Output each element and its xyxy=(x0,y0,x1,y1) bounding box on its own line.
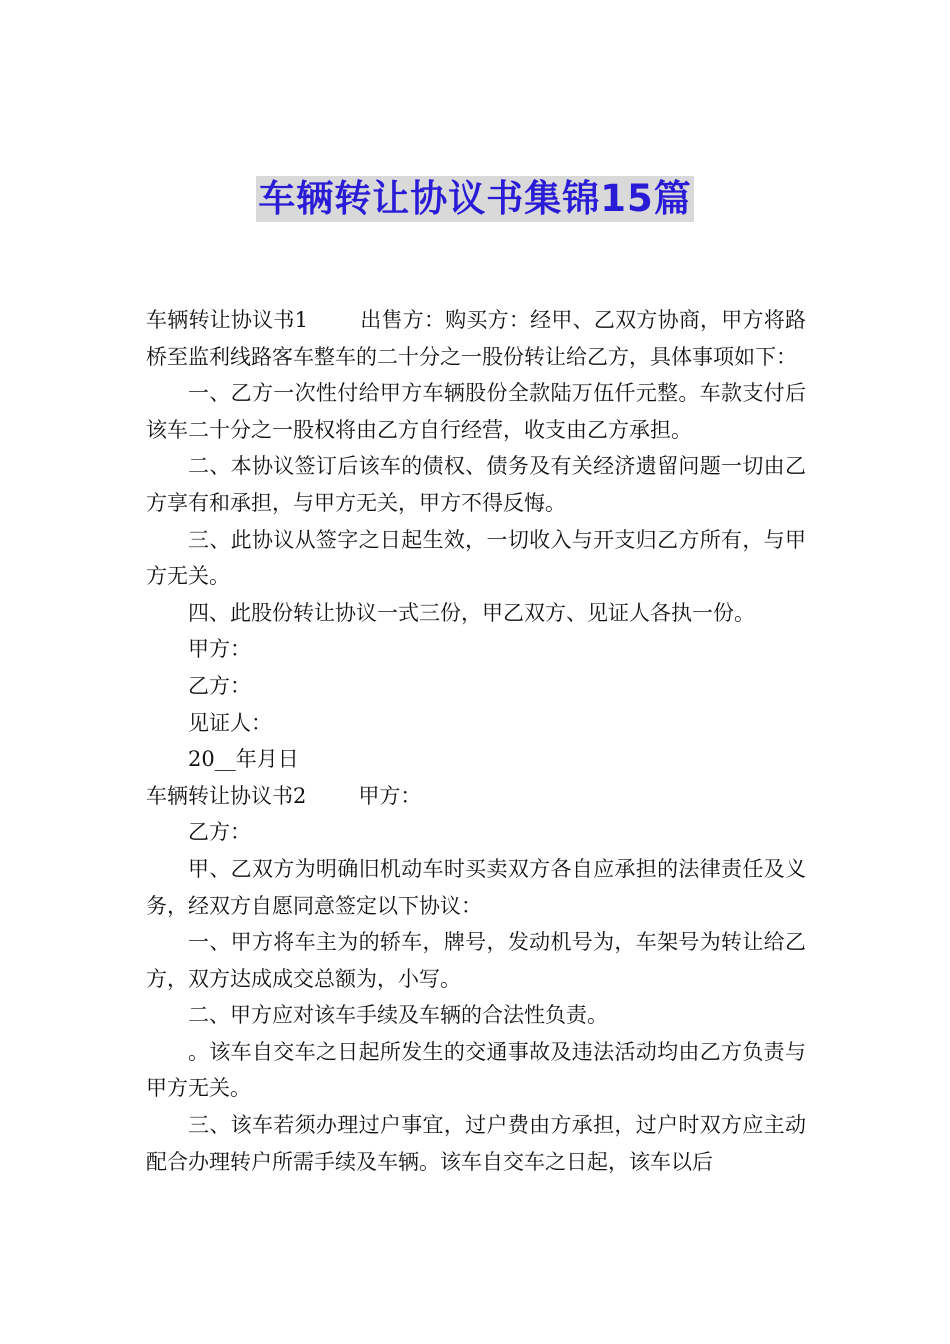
document-title: 车辆转让协议书集锦15篇 xyxy=(258,177,692,220)
section-1-paragraph: 二、本协议签订后该车的债权、债务及有关经济遗留问题一切由乙方享有和承担，与甲方无关，甲方不得反悔。 xyxy=(146,454,806,515)
section-2-opening xyxy=(146,778,806,815)
signature-party-b: 乙方： xyxy=(188,673,251,698)
section-2-heading: 车辆转让协议书2 xyxy=(146,783,307,808)
section-2-paragraph: 。该车自交车之日起所发生的交通事故及违法活动均由乙方负责与甲方无关。 xyxy=(146,1039,806,1101)
section-2-paragraph: 甲、乙双方为明确旧机动车时买卖双方各自应承担的法律责任及义务，经双方自愿同意签定以下协议： xyxy=(146,856,806,918)
section-1-lead: 出售方：购买方：经甲、乙双方协商，甲方将路桥至监利线路客车整车的二十分之一股份转让给乙方，具体事项如下： xyxy=(146,308,806,369)
title-container xyxy=(0,176,950,222)
section-2-paragraph: 一、甲方将车主为的轿车，牌号，发动机号为，车架号为转让给乙方，双方达成成交总额为，小写。 xyxy=(146,930,806,991)
signature-witness: 见证人： xyxy=(188,710,272,735)
document-body xyxy=(146,302,806,1180)
section-1-heading: 车辆转让协议书1 xyxy=(146,308,309,332)
section-2-paragraph: 三、该车若须办理过户事宜，过户费由方承担，过户时双方应主动配合办理转户所需手续及车辆。该车自交车之日起，该车以后 xyxy=(146,1113,806,1174)
section-2-paragraph: 二、甲方应对该车手续及车辆的合法性负责。 xyxy=(188,1003,608,1028)
signature-date: 20__年月日 xyxy=(188,747,299,772)
section-2-paragraph: 乙方： xyxy=(188,820,251,845)
section-1-paragraph: 三、此协议从签字之日起生效，一切收入与开支归乙方所有，与甲方无关。 xyxy=(146,527,806,589)
section-1-paragraph: 四、此股份转让协议一式三份，甲乙双方、见证人各执一份。 xyxy=(188,600,755,625)
section-1-opening xyxy=(146,302,806,375)
section-1-paragraph: 一、乙方一次性付给甲方车辆股份全款陆万伍仟元整。车款支付后该车二十分之一股权将由乙方自行经营，收支由乙方承担。 xyxy=(146,381,806,442)
section-2-lead: 甲方： xyxy=(358,783,422,808)
signature-party-a: 甲方： xyxy=(188,637,251,662)
